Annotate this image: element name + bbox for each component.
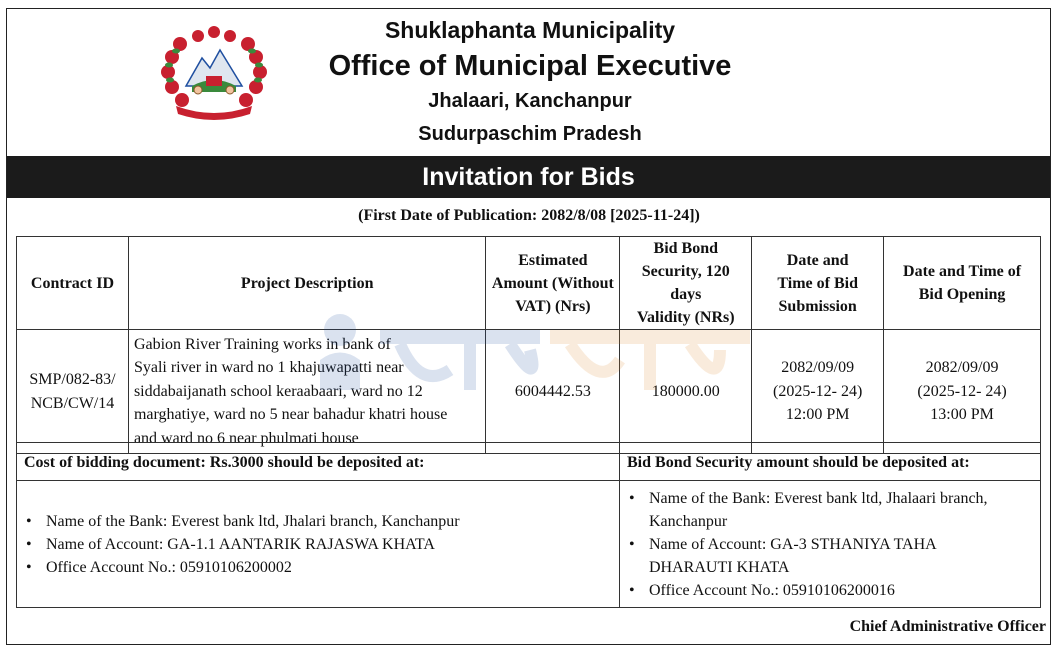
list-item: • Name of the Bank: Everest bank ltd, Jhalari branch, Kanchanpur xyxy=(24,510,619,533)
cost-deposit-list xyxy=(17,510,619,579)
header-opening: Date and Time of Bid Opening xyxy=(884,237,1041,330)
cell-project-description: Gabion River Training works in bank of Syali river in ward no 1 khajuwapatti near siddabaijanath school keraabaari, ward no 12 marghatiye, ward no 5 near bahadur khatri house and ward no 6 near phulmati house xyxy=(128,330,486,454)
signatory: Chief Administrative Officer xyxy=(849,618,1046,635)
bond-deposit-title: Bid Bond Security amount should be deposited at: xyxy=(620,443,1040,481)
cell-contract-id: SMP/082-83/ NCB/CW/14 xyxy=(17,330,129,454)
header-project-description: Project Description xyxy=(128,237,486,330)
cell-estimated-amount: 6004442.53 xyxy=(486,330,620,454)
header-bid-bond: Bid Bond Security, 120 days Validity (NRs) xyxy=(620,237,752,330)
bond-deposit-list xyxy=(620,487,1040,602)
municipality-name: Shuklaphanta Municipality xyxy=(384,17,676,43)
table-row xyxy=(17,330,1041,454)
list-item: • Name of Account: GA-1.1 AANTARIK RAJASWA KHATA xyxy=(24,533,619,556)
header-contract-id: Contract ID xyxy=(17,237,129,330)
header-submission: Date and Time of Bid Submission xyxy=(752,237,884,330)
office-address: Jhalaari, Kanchanpur xyxy=(428,90,632,112)
bond-deposit-section xyxy=(619,442,1041,608)
province-name: Sudurpaschim Pradesh xyxy=(418,123,642,145)
cell-opening: 2082/09/09 (2025-12- 24) 13:00 PM xyxy=(884,330,1041,454)
publication-note: (First Date of Publication: 2082/8/08 [2025-11-24]) xyxy=(358,207,700,224)
list-item: • Name of Account: GA-3 STHANIYA TAHA DHARAUTI KHATA xyxy=(627,533,1040,579)
cost-deposit-section xyxy=(16,442,620,608)
list-item: • Office Account No.: 05910106200016 xyxy=(627,579,1040,602)
office-name: Office of Municipal Executive xyxy=(328,50,732,82)
cell-bid-bond: 180000.00 xyxy=(620,330,752,454)
table-header-row xyxy=(17,237,1041,330)
bids-table xyxy=(16,236,1041,454)
header-estimated-amount: Estimated Amount (Without VAT) (Nrs) xyxy=(486,237,620,330)
cell-submission: 2082/09/09 (2025-12- 24) 12:00 PM xyxy=(752,330,884,454)
list-item: • Office Account No.: 05910106200002 xyxy=(24,556,619,579)
list-item: • Name of the Bank: Everest bank ltd, Jhalaari branch, Kanchanpur xyxy=(627,487,1040,533)
cost-deposit-title: Cost of bidding document: Rs.3000 should be deposited at: xyxy=(17,443,619,481)
notice-banner: Invitation for Bids xyxy=(7,156,1050,198)
